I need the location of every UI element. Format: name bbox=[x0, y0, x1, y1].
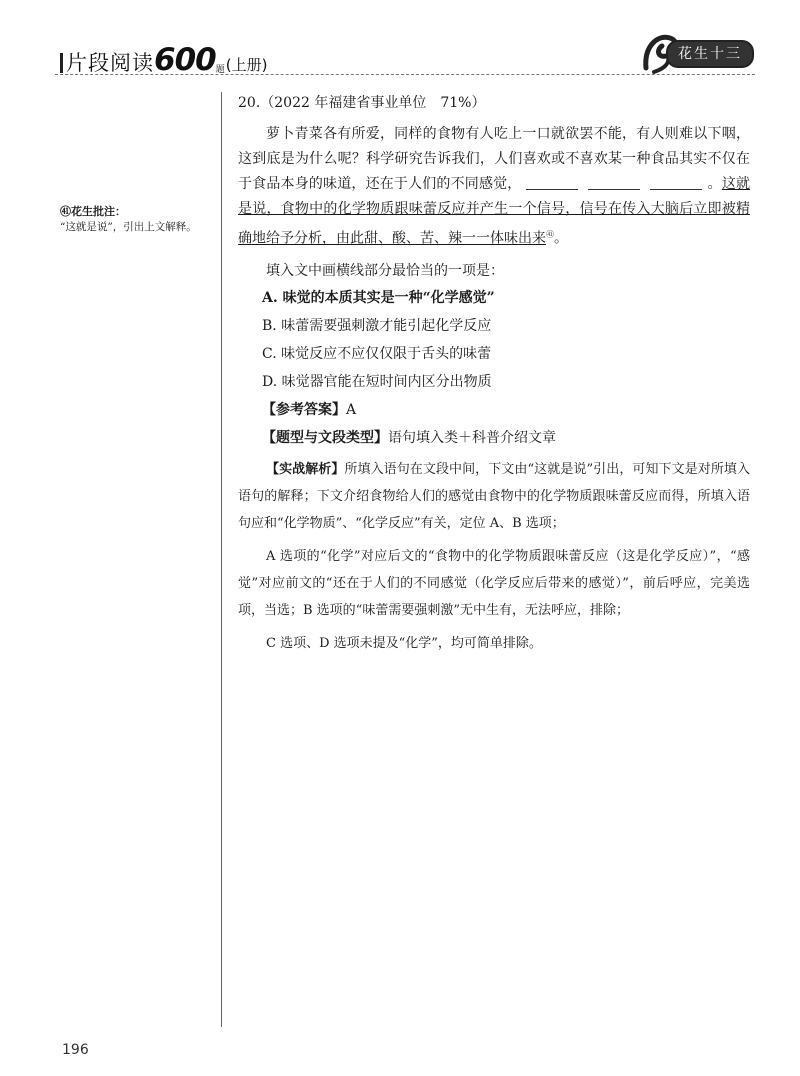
note-ref: ㊶ bbox=[546, 230, 554, 239]
option-a: A. 味觉的本质其实是一种“化学感觉” bbox=[262, 289, 495, 306]
passage-end-mark: 。 bbox=[707, 176, 722, 192]
passage-text-2: 这就是说，食物中的化学物质跟味蕾反应并产生一个信号，信号在传入大脑后立即被精确地给予分析，由此甜、酸、苦、辣一一体味出来 bbox=[238, 176, 751, 247]
answer-blank bbox=[650, 175, 702, 190]
question-type-value: 语句填入类＋科普介绍文章 bbox=[388, 429, 556, 446]
question-prompt: 填入文中画横线部分最恰当的一项是： bbox=[266, 262, 504, 279]
option-b: B. 味蕾需要强刺激才能引起化学反应 bbox=[262, 317, 492, 334]
passage-text-1: 萝卜青菜各有所爱，同样的食物有人吃上一口就欲罢不能，有人则难以下咽，这到底是为什么呢？科学研究告诉我们，人们喜欢或不喜欢某一种食品其实不仅在于食品本身的味道，还在于人们的不同感觉， bbox=[238, 126, 750, 192]
option-d: D. 味觉器官能在短时间内区分出物质 bbox=[262, 373, 492, 390]
answer-blank bbox=[526, 175, 578, 190]
analysis-label: 【实战解析】 bbox=[266, 461, 345, 477]
main-content bbox=[238, 92, 750, 657]
book-title bbox=[60, 42, 267, 78]
reference-answer-label: 【参考答案】 bbox=[262, 401, 346, 418]
title-volume: (上册) bbox=[225, 56, 268, 74]
answer-blank bbox=[588, 175, 640, 190]
option-c: C. 味觉反应不应仅仅限于舌头的味蕾 bbox=[262, 345, 492, 362]
page-number: 196 bbox=[62, 1042, 89, 1058]
question-passage bbox=[238, 122, 750, 252]
analysis-paragraph-3: C 选项、D 选项未提及“化学”，均可简单排除。 bbox=[266, 635, 542, 651]
title-number: 600 bbox=[154, 42, 216, 78]
margin-note-text: “这就是说”，引出上文解释。 bbox=[60, 221, 197, 233]
analysis-paragraph-1 bbox=[238, 456, 750, 537]
header-divider bbox=[55, 74, 755, 75]
analysis-paragraph-2: A 选项的“化学”对应后文的“食物中的化学物质跟味蕾反应（这是化学反应）”，“感觉”对应前文的“还在于人们的不同感觉（化学反应后带来的感觉）”，前后呼应，完美选项，当选；B 选项的“味蕾需要强刺激”无中生有，无法呼应，排除； bbox=[238, 548, 750, 618]
logo-text: 花生十三 bbox=[666, 40, 754, 68]
passage-period: 。 bbox=[554, 230, 568, 247]
margin-note-title: ㊶花生批注： bbox=[60, 205, 126, 218]
reference-answer-value: A bbox=[346, 401, 357, 418]
reference-answer bbox=[262, 396, 750, 424]
question-header: 20.（2022 年福建省事业单位 71%） bbox=[238, 95, 486, 111]
margin-divider bbox=[221, 92, 222, 1027]
question-type bbox=[262, 424, 750, 452]
title-main: 片段阅读 bbox=[66, 51, 154, 75]
analysis-text-1: 所填入语句在文段中间，下文由“这就是说”引出，可知下文是对所填入语句的解释；下文介绍食物给人们的感觉由食物中的化学物质跟味蕾反应而得，所填入语句应和“化学物质”、“化学反应”有关，定位 A、B 选项； bbox=[238, 461, 750, 531]
title-ti: 题 bbox=[215, 65, 226, 75]
question-type-label: 【题型与文段类型】 bbox=[262, 429, 388, 446]
title-bar-mark bbox=[60, 53, 63, 73]
